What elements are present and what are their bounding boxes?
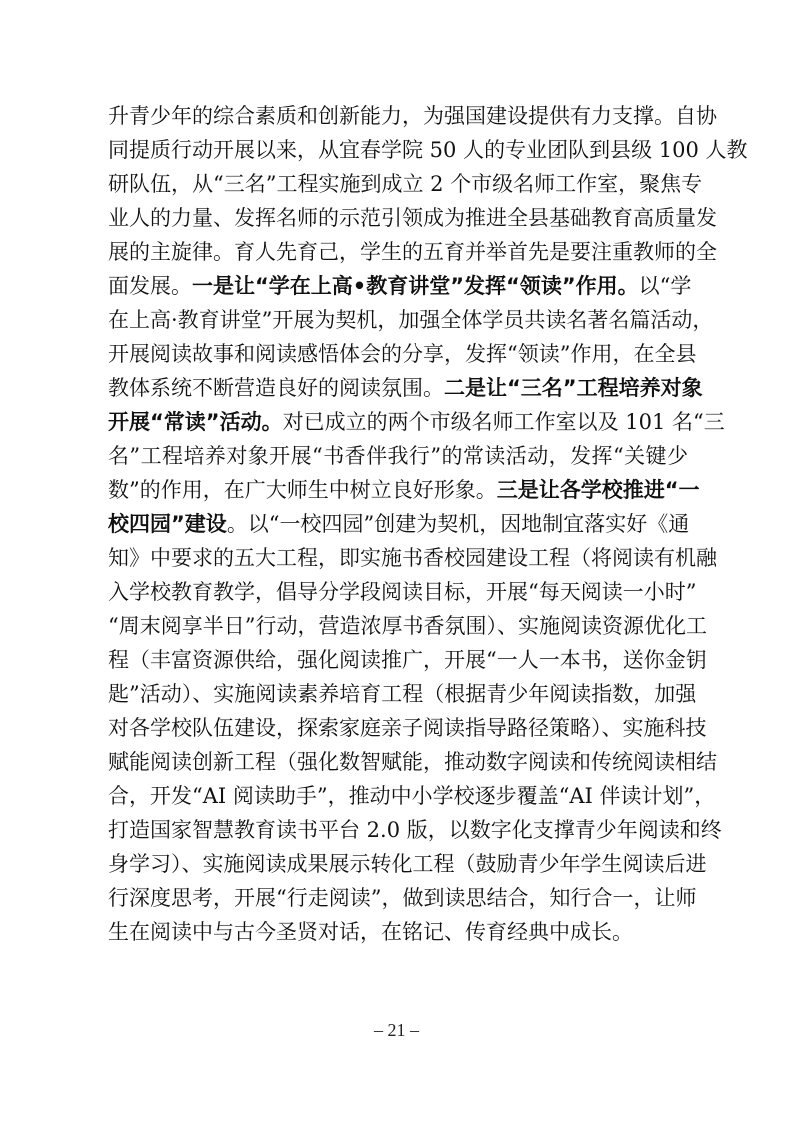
text-line <box>108 303 714 337</box>
text-line <box>108 99 717 133</box>
text-line <box>108 439 688 473</box>
text-run: 对各学校队伍建设，探索家庭亲子阅读指导路径策略）、实施科技 <box>108 716 707 740</box>
text-line <box>108 473 700 507</box>
text-run: 研队伍，从“三名”工程实施到成立 2 个市级名师工作室，聚焦专 <box>108 172 703 196</box>
text-run: 身学习）、实施阅读成果展示转化工程（鼓励青少年学生阅读后进 <box>108 852 707 876</box>
text-line <box>108 745 717 779</box>
text-run: 展的主旋律。育人先育己，学生的五育并举首先是要注重教师的全 <box>108 240 717 264</box>
text-line <box>108 371 703 405</box>
text-line <box>108 541 717 575</box>
text-run: 数”的作用，在广大师生中树立良好形象。 <box>108 478 497 502</box>
bold-heading-run: 三是让各学校推进“一 <box>496 478 700 502</box>
text-run: 在上高·教育讲堂”开展为契机，加强全体学员共读名著名篇活动， <box>108 308 714 332</box>
text-line <box>108 881 697 915</box>
text-run: 程（丰富资源供给，强化阅读推广，开展“一人一本书，送你金钥 <box>108 648 707 672</box>
bold-heading-run: 开展“常读”活动。 <box>108 410 283 434</box>
text-run: 入学校教育教学，倡导分学段阅读目标，开展“每天阅读一小时” <box>108 580 697 604</box>
text-run: 开展阅读故事和阅读感悟体会的分享，发挥“领读”作用，在全县 <box>108 342 697 366</box>
text-run: 名”工程培养对象开展“书香伴我行”的常读活动，发挥“关键少 <box>108 444 688 468</box>
text-run: 行深度思考，开展“行走阅读”，做到读思结合，知行合一，让师 <box>108 886 697 910</box>
text-run: 对已成立的两个市级名师工作室以及 101 名“三 <box>282 410 725 434</box>
text-line <box>108 269 692 303</box>
text-line <box>108 337 697 371</box>
text-line <box>108 405 725 439</box>
text-line <box>108 915 688 949</box>
text-run: 匙”活动）、实施阅读素养培育工程（根据青少年阅读指数，加强 <box>108 682 697 706</box>
text-run: 生在阅读中与古今圣贤对话，在铭记、传育经典中成长。 <box>108 920 633 944</box>
text-line <box>108 677 697 711</box>
text-run: 。以“一校四园”创建为契机，因地制宜落实好《通 <box>226 512 690 536</box>
text-line <box>108 133 748 167</box>
text-run: 以“学 <box>638 274 692 298</box>
text-run: 打造国家智慧教育读书平台 2.0 版，以数字化支撑青少年阅读和终 <box>108 818 722 842</box>
text-run: “周末阅享半日”行动，营造浓厚书香氛围）、实施阅读资源优化工 <box>108 614 707 638</box>
text-line <box>108 643 707 677</box>
text-line <box>108 167 703 201</box>
body-paragraph <box>108 99 748 949</box>
text-run: 赋能阅读创新工程（强化数智赋能，推动数字阅读和传统阅读相结 <box>108 750 717 774</box>
text-run: 教体系统不断营造良好的阅读氛围。 <box>108 376 444 400</box>
text-line <box>108 779 716 813</box>
text-line <box>108 235 717 269</box>
bold-heading-run: 一是让“学在上高•教育讲堂”发挥“领读”作用。 <box>192 274 639 298</box>
bold-heading-run: 校四园”建设 <box>108 512 227 536</box>
text-run: 知》中要求的五大工程，即实施书香校园建设工程（将阅读有机融 <box>108 546 717 570</box>
text-line <box>108 813 722 847</box>
text-line <box>108 847 707 881</box>
text-line <box>108 201 717 235</box>
text-line <box>108 507 688 541</box>
text-run: 升青少年的综合素质和创新能力，为强国建设提供有力支撑。自协 <box>108 104 717 128</box>
text-run: 面发展。 <box>108 274 192 298</box>
text-run: 合，开发“AI 阅读助手”，推动中小学校逐步覆盖“AI 伴读计划”， <box>108 784 716 808</box>
bold-heading-run: 二是让“三名”工程培养对象 <box>444 376 703 400</box>
text-run: 业人的力量、发挥名师的示范引领成为推进全县基础教育高质量发 <box>108 206 717 230</box>
text-line <box>108 575 697 609</box>
text-line <box>108 711 707 745</box>
text-run: 同提质行动开展以来，从宜春学院 50 人的专业团队到县级 100 人教 <box>108 138 748 162</box>
text-line <box>108 609 707 643</box>
page-number: – 21 – <box>374 1020 419 1040</box>
